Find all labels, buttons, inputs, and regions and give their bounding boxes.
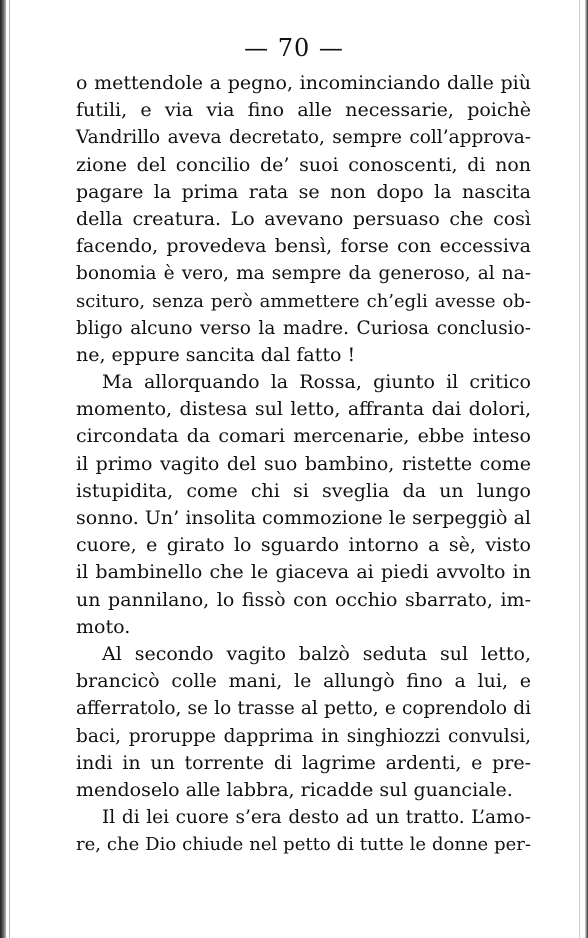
text-line: mendoselo alle labbra, ricadde sul guanciale. (76, 778, 513, 801)
text-line: Vandrillo aveva decretato, sempre coll’approva- (76, 127, 531, 149)
text-line: baci, proruppe dapprima in singhiozzi convulsi, (76, 725, 531, 747)
page-gutter-line (9, 0, 10, 938)
text-line: ne, eppure sancita dal fatto ! (76, 343, 356, 366)
text-line: della creatura. Lo avevano persuaso che così (76, 207, 531, 230)
text-line: Ma allorquando la Rossa, giunto il critico (102, 371, 531, 394)
text-line: pagare la prima rata se non dopo la nascita (76, 180, 531, 203)
text-line: moto. (76, 615, 131, 638)
text-line: brancicò colle mani, le allungò fino a lui, e (76, 670, 531, 693)
text-line: Al secondo vagito balzò seduta sul letto, (102, 642, 531, 665)
page-gutter-shadow (0, 0, 6, 938)
text-line: sonno. Un’ insolita commozione le serpeggiò al (76, 507, 531, 529)
text-line: re, che Dio chiude nel petto di tutte le donne per- (76, 834, 531, 856)
text-line: bligo alcuno verso la madre. Curiosa conclusio- (76, 317, 531, 339)
text-line: indi in un torrente di lagrime ardenti, e pre- (76, 751, 531, 774)
text-line: istupidita, come chi si sveglia da un lungo (76, 479, 531, 502)
text-line: circondata da comari mercenarie, ebbe inteso (76, 425, 531, 448)
body-text (76, 70, 531, 858)
text-line: momento, distesa sul letto, affranta dai dolori, (76, 398, 531, 421)
text-line: scituro, senza però ammettere ch’egli avesse ob- (76, 290, 531, 312)
text-line: Il di lei cuore s’era desto ad un tratto. L’amo- (102, 807, 531, 829)
text-line: un pannilano, lo fissò con occhio sbarrato, im- (76, 588, 531, 611)
text-line: il primo vagito del suo bambino, ristette come (76, 452, 531, 475)
text-line: zione del concilio de’ suoi conoscenti, di non (76, 153, 531, 176)
text-line: il bambinello che le giaceva ai piedi avvolto in (76, 561, 531, 584)
text-line: cuore, e girato lo sguardo intorno a sè, visto (76, 534, 531, 557)
text-line: o mettendole a pegno, incominciando dalle più (76, 72, 531, 94)
page-number: — 70 — (244, 34, 344, 62)
page-edge-line (579, 0, 580, 938)
text-line: facendo, provedeva bensì, forse con eccessiva (76, 235, 531, 258)
text-line: futili, e via via fino alle necessarie, poichè (76, 99, 531, 122)
text-line: afferratolo, se lo trasse al petto, e coprendolo di (76, 698, 531, 720)
text-line: bonomia è vero, ma sempre da generoso, al na- (76, 263, 531, 285)
